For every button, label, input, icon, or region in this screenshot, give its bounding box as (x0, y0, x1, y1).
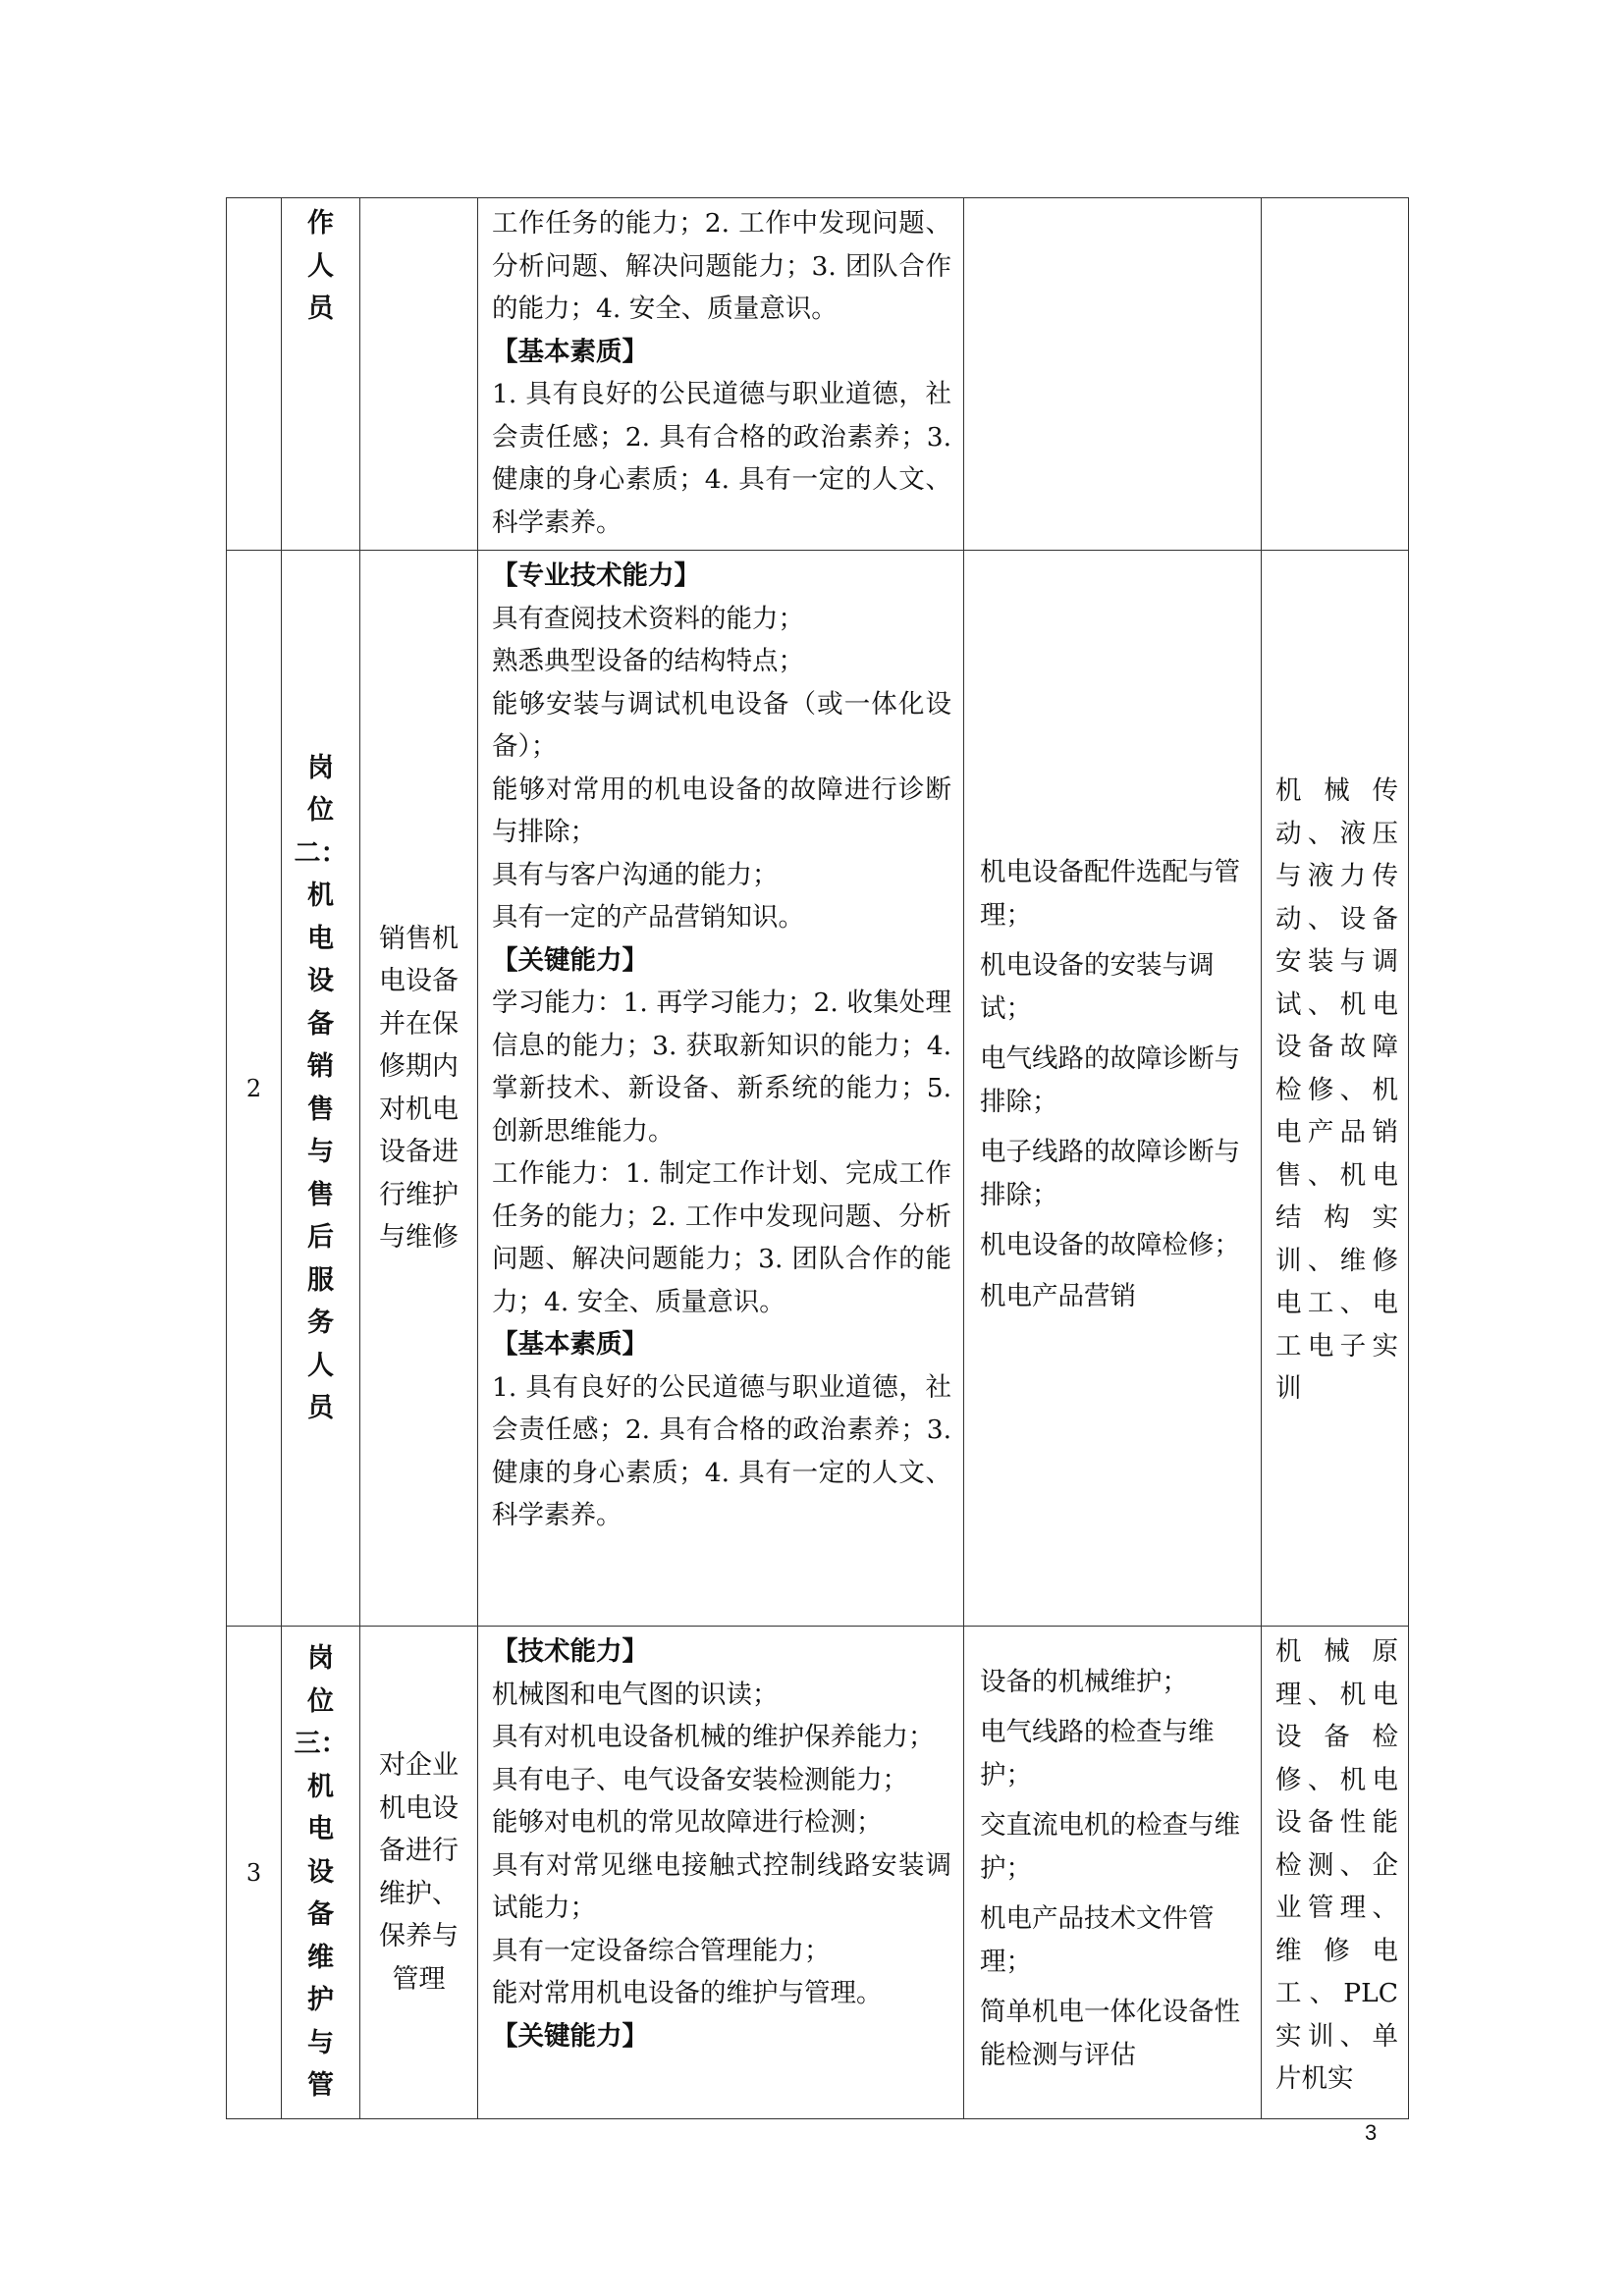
course-item: 交直流电机的检查与维护； (980, 1810, 1240, 1884)
course-item: 电气线路的故障诊断与排除； (980, 1043, 1240, 1117)
position-char: 人 (307, 250, 334, 282)
core-courses (964, 1627, 1262, 2119)
position-char: 机 (307, 881, 334, 911)
position-char: 与 (307, 2027, 334, 2058)
position-char: 备 (307, 1899, 334, 1931)
requirement-item: 能够对电机的常见故障进行检测； (492, 1807, 883, 1838)
position-char: 电 (307, 1814, 334, 1845)
requirement-item: 1. 具有良好的公民道德与职业道德，社会责任感；2. 具有合格的政治素养；3. 健康的身心素质；4. 具有一定的人文、科学素养。 (492, 379, 951, 538)
course-item: 电子线路的故障诊断与排除； (980, 1137, 1240, 1210)
row-number (227, 198, 282, 551)
requirement-heading: 【关键能力】 (492, 944, 648, 976)
requirement-heading: 【关键能力】 (492, 2020, 648, 2052)
row-number: 3 (227, 1627, 282, 2119)
requirement-heading: 【基本素质】 (492, 1329, 648, 1360)
position-name (282, 198, 360, 551)
work-task: 对企业机电设备进行维护、保养与管理 (360, 1627, 478, 2119)
table-row (227, 551, 1409, 1627)
position-char: 机 (307, 1771, 334, 1802)
position-char: 位 (307, 1685, 334, 1717)
requirement-item: 具有电子、电气设备安装检测能力； (492, 1764, 908, 1795)
ability-requirements (478, 1627, 964, 2119)
position-char: 设 (307, 966, 334, 996)
row-number: 2 (227, 551, 282, 1627)
course-item: 机电设备的故障检修； (980, 1230, 1240, 1260)
position-char: 员 (307, 294, 334, 324)
requirement-item: 具有对常见继电接触式控制线路安装调试能力； (492, 1849, 951, 1923)
table-row (227, 198, 1409, 551)
requirement-item: 能够对常用的机电设备的故障进行诊断与排除； (492, 774, 951, 847)
training-projects: 机械原理、机电设备检修、机电设备性能检测、企业管理、维修电工、PLC实训、单片机实 (1262, 1627, 1409, 2119)
course-item: 机电产品营销 (980, 1280, 1136, 1311)
position-char: 位 (307, 795, 334, 826)
requirement-item: 具有一定设备综合管理能力； (492, 1935, 831, 1966)
requirement-item: 能够安装与调试机电设备（或一体化设备）； (492, 688, 951, 762)
requirement-item: 工作能力：1. 制定工作计划、完成工作任务的能力；2. 工作中发现问题、分析问题、解决问题能力；3. 团队合作的能力；4. 安全、质量意识。 (492, 1158, 951, 1317)
position-char: 设 (307, 1856, 334, 1888)
requirement-heading: 【基本素质】 (492, 336, 648, 367)
requirement-item: 1. 具有良好的公民道德与职业道德，社会责任感；2. 具有合格的政治素养；3. 健康的身心素质；4. 具有一定的人文、科学素养。 (492, 1371, 951, 1530)
ability-requirements (478, 198, 964, 551)
position-name (282, 551, 360, 1627)
position-char: 服 (307, 1264, 334, 1296)
course-item: 设备的机械维护； (980, 1666, 1188, 1697)
position-name (282, 1627, 360, 2119)
training-projects (1262, 198, 1409, 551)
course-item: 机电设备的安装与调试； (980, 950, 1215, 1024)
work-task (360, 198, 478, 551)
position-char: 员 (307, 1393, 334, 1423)
position-char: 售 (307, 1094, 334, 1125)
requirement-item: 能对常用机电设备的维护与管理。 (492, 1978, 883, 2008)
requirement-heading: 【技术能力】 (492, 1636, 648, 1667)
requirement-item: 学习能力：1. 再学习能力；2. 收集处理信息的能力；3. 获取新知识的能力；4. 掌新技术、新设备、新系统的能力；5.创新思维能力。 (492, 988, 951, 1147)
position-char: 岗 (307, 1643, 334, 1675)
position-char: 护 (307, 1985, 334, 2016)
ability-requirements (478, 551, 964, 1627)
training-projects: 机械传动、液压与液力传动、设备安装与调试、机电设备故障检修、机电产品销售、机电结构实训、维修电工、电工电子实训 (1262, 551, 1409, 1627)
table-row (227, 1627, 1409, 2119)
position-char: 管 (307, 2070, 334, 2102)
page-number: 3 (1365, 2120, 1378, 2145)
course-item: 简单机电一体化设备性能检测与评估 (980, 1997, 1240, 2070)
work-task: 销售机电设备并在保修期内对机电设备进行维护与维修 (360, 551, 478, 1627)
position-char: 人 (307, 1350, 334, 1381)
requirement-item: 工作任务的能力；2. 工作中发现问题、分析问题、解决问题能力；3. 团队合作的能力；4. 安全、质量意识。 (492, 208, 951, 324)
position-char: 电 (307, 923, 334, 954)
position-char: 岗 (307, 752, 334, 783)
position-char: 与 (307, 1137, 334, 1167)
requirement-item: 具有对机电设备机械的维护保养能力； (492, 1722, 935, 1752)
core-courses (964, 198, 1262, 551)
position-char: 维 (307, 1942, 334, 1973)
position-char: 务 (307, 1308, 334, 1338)
requirement-item: 熟悉典型设备的结构特点； (492, 646, 804, 676)
position-char: 后 (307, 1222, 334, 1253)
requirement-item: 具有与客户沟通的能力； (492, 859, 779, 890)
requirement-heading: 【专业技术能力】 (492, 561, 700, 591)
requirement-item: 机械图和电气图的识读； (492, 1679, 779, 1710)
position-char: 售 (307, 1179, 334, 1210)
course-item: 机电产品技术文件管理； (980, 1903, 1215, 1977)
occupation-table (226, 197, 1409, 2119)
position-char: 二： (294, 837, 348, 869)
position-char: 销 (307, 1051, 334, 1082)
position-char: 备 (307, 1008, 334, 1040)
position-char: 三： (294, 1729, 348, 1760)
requirement-item: 具有查阅技术资料的能力； (492, 603, 804, 634)
requirement-item: 具有一定的产品营销知识。 (492, 902, 804, 933)
core-courses (964, 551, 1262, 1627)
position-char: 作 (307, 208, 334, 239)
course-item: 机电设备配件选配与管理； (980, 857, 1240, 931)
course-item: 电气线路的检查与维护； (980, 1717, 1215, 1790)
